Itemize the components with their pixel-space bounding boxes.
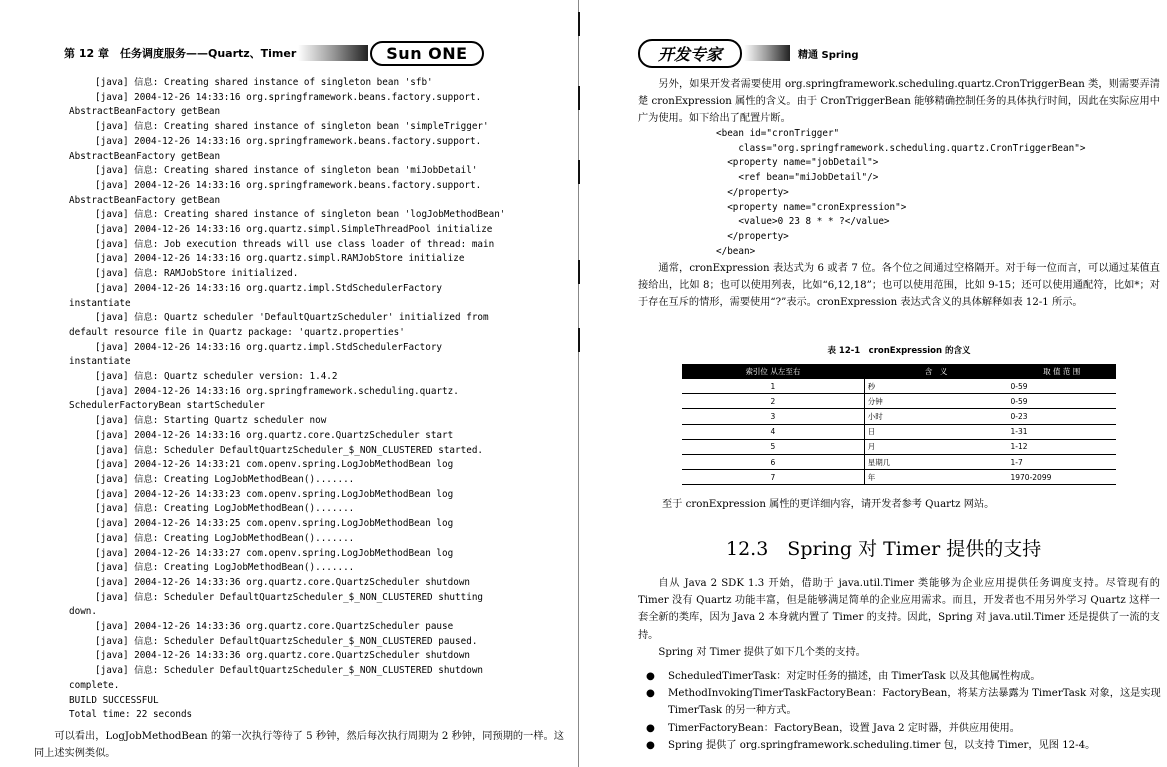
cell-meaning: 年 xyxy=(864,470,1007,485)
code-line: Total time: 22 seconds xyxy=(69,709,193,721)
code-line: [java] 信息: Creating LogJobMethodBean()....... xyxy=(95,503,355,515)
book-title: 精通 Spring xyxy=(798,49,859,61)
cell-index: 2 xyxy=(682,394,864,409)
cell-meaning: 月 xyxy=(864,439,1007,454)
margin-marker xyxy=(578,260,580,284)
code-line: [java] 2004-12-26 14:33:36 org.quartz.core.QuartzScheduler pause xyxy=(95,621,454,633)
table-row xyxy=(682,379,1116,394)
cell-index: 3 xyxy=(682,409,864,424)
cell-meaning: 小时 xyxy=(864,409,1007,424)
margin-marker xyxy=(578,12,580,36)
code-line: instantiate xyxy=(69,297,131,309)
code-line: [java] 2004-12-26 14:33:16 org.springframework.beans.factory.support. xyxy=(95,135,482,147)
cron-explanation-paragraph: 通常，cronExpression 表达式为 6 或者 7 位。各个位之间通过空格隔开。对于每一位而言，可以通过某值直接给出，比如 8；也可以使用列表，比如“6,12,18”；也可以使用范围，比如 9-15；还可以使用通配符，比如*；对于存在互斥的情形，需要使用“?”表示。cronExpression 表达式含义的具体解释如表 12-1 所示。 xyxy=(638,263,1160,309)
table-row xyxy=(682,394,1116,409)
timer-class-list xyxy=(646,668,1166,754)
code-line: [java] 信息: Scheduler DefaultQuartzScheduler_$_NON_CLUSTERED started. xyxy=(95,444,484,456)
list-item-text: TimerFactoryBean：FactoryBean，设置 Java 2 定时器，并供应用使用。 xyxy=(668,722,1020,734)
bullet-icon: ● xyxy=(646,688,655,700)
code-line: [java] 2004-12-26 14:33:36 org.quartz.core.QuartzScheduler shutdown xyxy=(95,650,471,662)
code-line: complete. xyxy=(69,679,120,691)
cell-index: 6 xyxy=(682,454,864,469)
cell-meaning: 秒 xyxy=(864,379,1007,394)
bullet-icon: ● xyxy=(646,671,655,682)
list-item-text: MethodInvokingTimerTaskFactoryBean：FactoryBean，将某方法暴露为 TimerTask 对象，这是实现 TimerTask 的另一种方式。 xyxy=(668,688,1161,717)
list-item-text: Spring 提供了 org.springframework.scheduling.timer 包，以支持 Timer，见图 12-4。 xyxy=(668,739,1096,751)
bullet-icon: ● xyxy=(646,739,655,751)
code-line: <property name="jobDetail"> xyxy=(716,157,879,169)
code-line: [java] 信息: Scheduler DefaultQuartzScheduler_$_NON_CLUSTERED shutting xyxy=(95,591,484,603)
left-page xyxy=(0,0,572,767)
code-line: [java] 信息: Quartz scheduler version: 1.4.2 xyxy=(95,371,338,383)
code-line: [java] 信息: Quartz scheduler 'DefaultQuartzScheduler' initialized from xyxy=(95,312,489,324)
code-line: [java] 信息: Scheduler DefaultQuartzScheduler_$_NON_CLUSTERED paused. xyxy=(95,635,478,647)
code-line: [java] 2004-12-26 14:33:16 org.springframework.beans.factory.support. xyxy=(95,91,482,103)
right-page-header xyxy=(638,40,1148,66)
code-line: <property name="cronExpression"> xyxy=(716,201,907,213)
code-line: SchedulerFactoryBean startScheduler xyxy=(69,400,265,412)
code-line: [java] 2004-12-26 14:33:21 com.openv.spring.LogJobMethodBean log xyxy=(95,459,454,471)
header-range: 取 值 范 围 xyxy=(1007,364,1116,379)
code-line: [java] 信息: Creating LogJobMethodBean()....... xyxy=(95,562,355,574)
code-line: [java] 2004-12-26 14:33:16 org.quartz.simpl.SimpleThreadPool initialize xyxy=(95,224,493,236)
code-line: [java] 2004-12-26 14:33:25 com.openv.spring.LogJobMethodBean log xyxy=(95,518,454,530)
timer-paragraph: 自从 Java 2 SDK 1.3 开始，借助于 java.util.Timer 类能够为企业应用提供任务调度支持。尽管现有的 Timer 没有 Quartz 功能丰富，但是能够满足简单的企业应用需求。而且，开发者也不用另外学习 Quartz 这样一套全新的类库，因为 Java 2 本身就内置了 Timer 的支持。因此，Spring 对 java.util.Timer 还是提供了一流的支持。 xyxy=(638,578,1160,641)
code-line: [java] 2004-12-26 14:33:23 com.openv.spring.LogJobMethodBean log xyxy=(95,488,454,500)
margin-marker xyxy=(578,160,580,184)
code-line: <ref bean="miJobDetail"/> xyxy=(716,172,879,184)
list-item xyxy=(646,668,1166,685)
list-item xyxy=(646,720,1166,737)
code-line: [java] 信息: Job execution threads will use class loader of thread: main xyxy=(95,238,495,250)
console-output-code xyxy=(69,76,565,723)
code-line: instantiate xyxy=(69,356,131,368)
chapter-header: 第 12 章 任务调度服务——Quartz、Timer xyxy=(64,47,297,60)
code-line: class="org.springframework.scheduling.quartz.CronTriggerBean"> xyxy=(716,142,1086,154)
code-line: </bean> xyxy=(716,245,756,257)
intro-paragraph: 另外，如果开发者需要使用 org.springframework.scheduling.quartz.CronTriggerBean 类，则需要弄清楚 cronExpression 属性的含义。由于 CronTriggerBean 能够精确控制任务的具体执行时间，因此在实际应用中广为使用。如下给出了配置片断。 xyxy=(638,79,1160,125)
list-item-text: ScheduledTimerTask：对定时任务的描述，由 TimerTask 以及其他属性构成。 xyxy=(668,671,1041,682)
sun-one-logo: Sun ONE xyxy=(370,41,483,66)
right-page xyxy=(586,0,1167,767)
table-header-row xyxy=(682,364,1116,379)
code-line: [java] 2004-12-26 14:33:16 org.springframework.beans.factory.support. xyxy=(95,179,482,191)
code-line: [java] 2004-12-26 14:33:16 org.quartz.core.QuartzScheduler start xyxy=(95,429,454,441)
cron-expression-table xyxy=(682,364,1116,485)
timer-classes-paragraph: Spring 对 Timer 提供了如下几个类的支持。 xyxy=(658,646,866,658)
bullet-icon: ● xyxy=(646,722,655,734)
list-item xyxy=(646,685,1166,719)
left-page-header xyxy=(64,40,534,66)
code-line: [java] 信息: Creating LogJobMethodBean()....... xyxy=(95,532,355,544)
cell-range: 0-23 xyxy=(1007,409,1116,424)
code-line: [java] 信息: Starting Quartz scheduler now xyxy=(95,415,327,427)
cell-index: 7 xyxy=(682,470,864,485)
margin-marker xyxy=(578,328,580,352)
code-line: <bean id="cronTrigger" xyxy=(716,128,840,139)
quartz-reference-paragraph: 至于 cronExpression 属性的更详细内容，请开发者参考 Quartz 网站。 xyxy=(662,499,995,510)
sun-one-logo-wrap xyxy=(296,41,483,66)
code-line: down. xyxy=(69,606,97,618)
table-row xyxy=(682,470,1116,485)
cell-meaning: 日 xyxy=(864,424,1007,439)
cell-index: 5 xyxy=(682,439,864,454)
kaifa-zhuanjia-logo: 开发专家 xyxy=(638,39,742,68)
cell-index: 1 xyxy=(682,379,864,394)
logo-gradient xyxy=(744,45,790,61)
margin-marker xyxy=(578,86,580,110)
code-line: [java] 信息: Creating shared instance of singleton bean 'miJobDetail' xyxy=(95,165,478,177)
code-line: [java] 2004-12-26 14:33:36 org.quartz.core.QuartzScheduler shutdown xyxy=(95,576,471,588)
code-line: </property> xyxy=(716,186,789,198)
cell-range: 0-59 xyxy=(1007,394,1116,409)
code-line: [java] 2004-12-26 14:33:16 org.quartz.simpl.RAMJobStore initialize xyxy=(95,253,465,265)
code-line: [java] 2004-12-26 14:33:27 com.openv.spring.LogJobMethodBean log xyxy=(95,547,454,559)
code-line: [java] 2004-12-26 14:33:16 org.quartz.impl.StdSchedulerFactory xyxy=(95,341,443,353)
cell-meaning: 星期几 xyxy=(864,454,1007,469)
table-row xyxy=(682,409,1116,424)
table-row xyxy=(682,439,1116,454)
code-line: <value>0 23 8 * * ?</value> xyxy=(716,216,890,228)
cell-meaning: 分钟 xyxy=(864,394,1007,409)
header-index: 索引位 从左至右 xyxy=(682,364,864,379)
code-line: [java] 信息: Creating shared instance of singleton bean 'sfb' xyxy=(95,77,433,88)
table-caption: 表 12-1 cronExpression 的含义 xyxy=(827,346,971,356)
cell-range: 1-31 xyxy=(1007,424,1116,439)
code-line: BUILD SUCCESSFUL xyxy=(69,694,159,706)
code-line: [java] 2004-12-26 14:33:16 org.quartz.impl.StdSchedulerFactory xyxy=(95,282,443,294)
code-line: [java] 信息: Creating shared instance of singleton bean 'simpleTrigger' xyxy=(95,121,489,133)
code-line: </property> xyxy=(716,230,789,242)
logo-gradient xyxy=(298,45,368,61)
timer-intro-paragraph xyxy=(638,575,1160,661)
cell-range: 1-12 xyxy=(1007,439,1116,454)
page-divider xyxy=(578,0,579,767)
code-line: [java] 信息: RAMJobStore initialized. xyxy=(95,268,299,280)
cell-range: 1970-2099 xyxy=(1007,470,1116,485)
code-line: AbstractBeanFactory getBean xyxy=(69,106,221,118)
code-line: [java] 信息: Creating shared instance of singleton bean 'logJobMethodBean' xyxy=(95,209,506,221)
code-line: AbstractBeanFactory getBean xyxy=(69,150,221,162)
header-meaning: 含 义 xyxy=(864,364,1007,379)
list-item xyxy=(646,737,1166,754)
table-row xyxy=(682,424,1116,439)
summary-paragraph: 可以看出，LogJobMethodBean 的第一次执行等待了 5 秒钟，然后每次执行周期为 2 秒钟，同预期的一样。这同上述实例类似。 xyxy=(34,731,564,760)
cell-index: 4 xyxy=(682,424,864,439)
code-line: [java] 信息: Scheduler DefaultQuartzScheduler_$_NON_CLUSTERED shutdown xyxy=(95,665,484,677)
table-row xyxy=(682,454,1116,469)
cell-range: 1-7 xyxy=(1007,454,1116,469)
xml-config-code xyxy=(716,127,1156,259)
code-line: default resource file in Quartz package: 'quartz.properties' xyxy=(69,326,405,338)
code-line: [java] 信息: Creating LogJobMethodBean()....... xyxy=(95,473,355,485)
cell-range: 0-59 xyxy=(1007,379,1116,394)
section-title: 12.3 Spring 对 Timer 提供的支持 xyxy=(726,538,1042,560)
code-line: AbstractBeanFactory getBean xyxy=(69,194,221,206)
code-line: [java] 2004-12-26 14:33:16 org.springframework.scheduling.quartz. xyxy=(95,385,459,397)
